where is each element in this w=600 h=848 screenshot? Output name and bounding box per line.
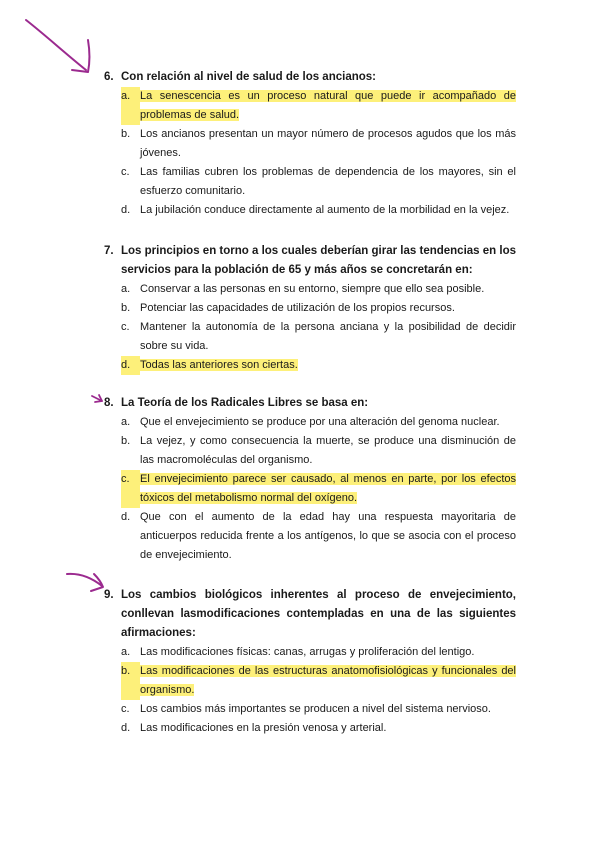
option-text: Los ancianos presentan un mayor número de procesos agudos que los más jóvenes.: [140, 128, 516, 159]
option-c: [121, 163, 516, 201]
option-letter: a.: [121, 87, 140, 125]
option-b: [121, 299, 516, 318]
option-text-highlighted: La senescencia es un proceso natural que puede ir acompañado de problemas de salud.: [140, 90, 516, 121]
option-letter: b.: [121, 435, 131, 447]
question-heading: [104, 242, 516, 280]
option-text: Las modificaciones en la presión venosa y arterial.: [140, 722, 387, 734]
option-text-highlighted: Las modificaciones de las estructuras anatomofisiológicas y funcionales del organismo.: [140, 665, 516, 696]
option-c: [121, 470, 516, 508]
option-letter: d.: [121, 722, 131, 734]
option-d: [121, 356, 516, 375]
option-text: La vejez, y como consecuencia la muerte, se produce una disminución de las macromoléculas del organismo.: [140, 435, 516, 466]
question-text: Con relación al nivel de salud de los ancianos:: [121, 71, 376, 83]
option-d: [121, 508, 516, 565]
option-text: Potenciar las capacidades de utilización de los propios recursos.: [140, 302, 455, 314]
option-letter: b.: [121, 302, 131, 314]
option-letter: c.: [121, 703, 130, 715]
option-text-highlighted: El envejecimiento parece ser causado, al menos en parte, por los efectos tóxicos del metabolismo normal del oxígeno.: [140, 473, 516, 504]
option-letter: a.: [121, 416, 131, 428]
option-c: [121, 700, 516, 719]
question-heading: [104, 586, 516, 643]
option-text: Las modificaciones físicas: canas, arrugas y proliferación del lentigo.: [140, 646, 475, 658]
option-letter: d.: [121, 204, 131, 216]
option-text: La jubilación conduce directamente al aumento de la morbilidad en la vejez.: [140, 204, 510, 216]
option-text: Que el envejecimiento se produce por una alteración del genoma nuclear.: [140, 416, 500, 428]
question-heading: [104, 394, 516, 413]
question-8: [104, 394, 516, 565]
option-text: Los cambios más importantes se producen a nivel del sistema nervioso.: [140, 703, 491, 715]
option-d: [121, 201, 516, 220]
option-letter: c.: [121, 470, 140, 508]
option-letter: a.: [121, 283, 131, 295]
option-a: [121, 643, 516, 662]
option-letter: c.: [121, 166, 130, 178]
option-a: [121, 280, 516, 299]
question-text: Los cambios biológicos inherentes al proceso de envejecimiento, conllevan lasmodificaciones contempladas en una de las siguientes afirmaciones:: [121, 589, 516, 639]
option-letter: c.: [121, 321, 130, 333]
option-letter: b.: [121, 662, 140, 700]
option-letter: d.: [121, 356, 140, 375]
option-letter: b.: [121, 128, 131, 140]
option-b: [121, 125, 516, 163]
question-text: Los principios en torno a los cuales deberían girar las tendencias en los servicios para la población de 65 y más años se concretarán en:: [121, 245, 516, 276]
option-b: [121, 432, 516, 470]
option-d: [121, 719, 516, 738]
option-text: Mantener la autonomía de la persona anciana y la posibilidad de decidir sobre su vida.: [140, 321, 516, 352]
option-a: [121, 413, 516, 432]
question-heading: [104, 68, 516, 87]
question-text: La Teoría de los Radicales Libres se basa en:: [121, 397, 369, 409]
option-letter: d.: [121, 511, 131, 523]
option-text-highlighted: Todas las anteriores son ciertas.: [140, 359, 298, 371]
option-a: [121, 87, 516, 125]
option-b: [121, 662, 516, 700]
option-text: Las familias cubren los problemas de dependencia de los mayores, sin el esfuerzo comunitario.: [140, 166, 516, 197]
option-c: [121, 318, 516, 356]
question-number: 7.: [104, 245, 114, 257]
question-6: [104, 68, 516, 220]
option-text: Que con el aumento de la edad hay una respuesta mayoritaria de anticuerpos reducida frente a los antígenos, lo que se asocia con el proceso de envejecimiento.: [140, 511, 516, 561]
option-text: Conservar a las personas en su entorno, siempre que ello sea posible.: [140, 283, 485, 295]
question-number: 8.: [104, 397, 114, 409]
handwritten-arrow-icon: [64, 568, 108, 596]
question-9: [104, 586, 516, 738]
question-7: [104, 242, 516, 375]
question-number: 6.: [104, 71, 114, 83]
option-letter: a.: [121, 646, 131, 658]
question-number: 9.: [104, 589, 114, 601]
handwritten-arrow-icon: [22, 14, 102, 80]
